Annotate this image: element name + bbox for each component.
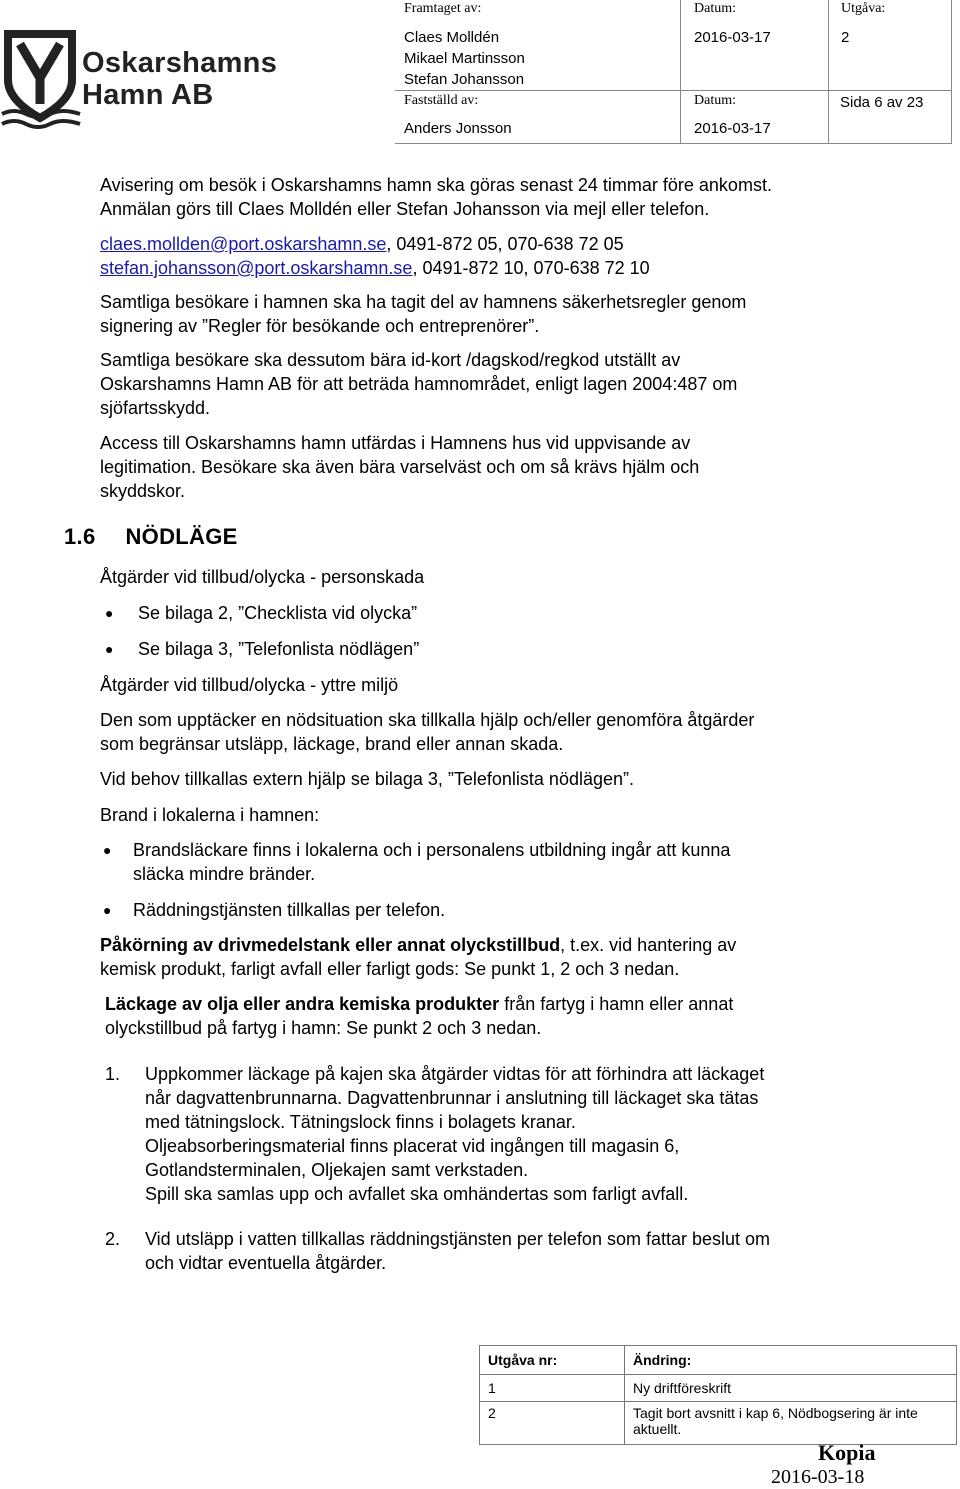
bullet-checklista: Se bilaga 2, ”Checklista vid olycka”	[138, 603, 418, 623]
lackage-line-1	[105, 992, 733, 1016]
brand-bullet-1-line-2: släcka mindre bränder.	[133, 864, 316, 884]
header-right-border	[951, 0, 952, 143]
prepared-by-label: Framtaget av:	[404, 1, 482, 16]
idcard-line-1: Samtliga besökare ska dessutom bära id-kort /dagskod/regkod utställt av	[100, 350, 681, 370]
date-label-1: Datum:	[694, 1, 736, 16]
prepared-by-3: Stefan Johansson	[404, 71, 525, 88]
date-2: 2016-03-17	[694, 120, 771, 137]
header-bottom-rule	[395, 143, 952, 144]
edition-change: Ny driftföreskrift	[625, 1375, 957, 1402]
list-number-1: 1.	[105, 1064, 121, 1084]
step1-line-4: Oljeabsorberingsmaterial finns placerat vid ingången till magasin 6,	[145, 1136, 680, 1156]
miljo-line-2: som begränsar utsläpp, läckage, brand eller annan skada.	[100, 734, 564, 754]
step1-line-6: Spill ska samlas upp och avfallet ska omhändertas som farligt avfall.	[145, 1184, 689, 1204]
access-line-3: skyddskor.	[100, 481, 186, 501]
lackage-bold: Läckage av olja eller andra kemiska produkter	[105, 994, 500, 1014]
bullet-icon: ●	[103, 902, 112, 918]
section-heading	[64, 524, 238, 550]
bullet-telefonlista: Se bilaga 3, ”Telefonlista nödlägen”	[138, 639, 420, 659]
header-col-divider-1	[680, 0, 681, 143]
col-header-change: Ändring:	[625, 1346, 957, 1375]
contact-line-2	[100, 256, 650, 280]
contact-line-1	[100, 232, 624, 256]
header-col-divider-2	[828, 0, 829, 143]
brand-bullet-2: Räddningstjänsten tillkallas per telefon.	[133, 900, 446, 920]
section-title: NÖDLÄGE	[125, 524, 238, 549]
revision-table	[479, 1345, 957, 1445]
miljo-heading: Åtgärder vid tillbud/olycka - yttre miljö	[100, 675, 399, 695]
phone-claes: , 0491-872 05, 070-638 72 05	[386, 234, 624, 254]
step2-line-1: Vid utsläpp i vatten tillkallas räddningstjänsten per telefon som fattar beslut om	[145, 1229, 771, 1249]
step1-line-1: Uppkommer läckage på kajen ska åtgärder vidtas för att förhindra att läckaget	[145, 1064, 765, 1084]
copy-stamp-label: Kopia	[818, 1440, 876, 1465]
notice-line-1: Avisering om besök i Oskarshamns hamn ska göras senast 24 timmar före ankomst.	[100, 175, 772, 195]
lackage-rest: från fartyg i hamn eller annat	[499, 994, 734, 1014]
rules-line-2: signering av ”Regler för besökande och entreprenörer”.	[100, 316, 540, 336]
idcard-line-2: Oskarshamns Hamn AB för att beträda hamnområdet, enligt lagen 2004:487 om	[100, 374, 738, 394]
pakorning-line-1	[100, 933, 736, 957]
logo-line-2: Hamn AB	[82, 79, 214, 111]
page-number: Sida 6 av 23	[840, 94, 924, 111]
step1-line-5: Gotlandsterminalen, Oljekajen samt verkstaden.	[145, 1160, 529, 1180]
table-header-row	[480, 1346, 957, 1375]
col-header-edition: Utgåva nr:	[480, 1346, 625, 1375]
extern-hjalp: Vid behov tillkallas extern hjälp se bilaga 3, ”Telefonlista nödlägen”.	[100, 769, 634, 789]
bullet-icon: ●	[105, 641, 114, 657]
lackage-line-2: olyckstillbud på fartyg i hamn: Se punkt 2 och 3 nedan.	[105, 1018, 542, 1038]
approved-by-label: Fastställd av:	[404, 93, 479, 108]
personskada-heading: Åtgärder vid tillbud/olycka - personskada	[100, 567, 425, 587]
date-label-2: Datum:	[694, 93, 736, 108]
edition-nr: 1	[480, 1375, 625, 1402]
idcard-line-3: sjöfartsskydd.	[100, 398, 211, 418]
header-divider	[395, 90, 952, 91]
edition-label: Utgåva:	[841, 1, 886, 16]
notice-line-2: Anmälan görs till Claes Molldén eller Stefan Johansson via mejl eller telefon.	[100, 199, 710, 219]
list-number-2: 2.	[105, 1229, 121, 1249]
access-line-1: Access till Oskarshamns hamn utfärdas i Hamnens hus vid uppvisande av	[100, 433, 691, 453]
table-row	[480, 1402, 957, 1445]
phone-stefan: , 0491-872 10, 070-638 72 10	[412, 258, 650, 278]
pakorning-bold: Påkörning av drivmedelstank eller annat olyckstillbud	[100, 935, 561, 955]
miljo-line-1: Den som upptäcker en nödsituation ska tillkalla hjälp och/eller genomföra åtgärder	[100, 710, 755, 730]
table-row	[480, 1375, 957, 1402]
brand-heading: Brand i lokalerna i hamnen:	[100, 805, 320, 825]
email-link-stefan[interactable]: stefan.johansson@port.oskarshamn.se	[100, 258, 413, 278]
approved-by: Anders Jonsson	[404, 120, 512, 137]
access-line-2: legitimation. Besökare ska även bära varselväst och om så krävs hjälm och	[100, 457, 700, 477]
bullet-icon: ●	[105, 605, 114, 621]
step2-line-2: och vidtar eventuella åtgärder.	[145, 1253, 387, 1273]
brand-bullet-1-line-1: Brandsläckare finns i lokalerna och i personalens utbildning ingår att kunna	[133, 840, 731, 860]
rules-line-1: Samtliga besökare i hamnen ska ha tagit del av hamnens säkerhetsregler genom	[100, 292, 747, 312]
bullet-icon: ●	[103, 842, 112, 858]
prepared-by-1: Claes Molldén	[404, 29, 500, 46]
logo-line-1: Oskarshamns	[82, 47, 278, 79]
section-number: 1.6	[64, 524, 96, 549]
logo-mark-icon	[0, 30, 82, 134]
copy-stamp-date: 2016-03-18	[771, 1466, 865, 1488]
pakorning-rest: , t.ex. vid hantering av	[560, 935, 737, 955]
date-1: 2016-03-17	[694, 29, 771, 46]
prepared-by-2: Mikael Martinsson	[404, 50, 525, 67]
edition-change: Tagit bort avsnitt i kap 6, Nödbogsering är inte aktuellt.	[625, 1402, 957, 1445]
edition-value: 2	[841, 29, 850, 46]
email-link-claes[interactable]: claes.mollden@port.oskarshamn.se	[100, 234, 387, 254]
edition-nr: 2	[480, 1402, 625, 1445]
step1-line-3: med tätningslock. Tätningslock finns i bolagets kranar.	[145, 1112, 576, 1132]
logo	[0, 24, 278, 134]
pakorning-line-2: kemisk produkt, farligt avfall eller farligt gods: Se punkt 1, 2 och 3 nedan.	[100, 959, 680, 979]
step1-line-2: når dagvattenbrunnarna. Dagvattenbrunnar i anslutning till läckaget ska tätas	[145, 1088, 759, 1108]
